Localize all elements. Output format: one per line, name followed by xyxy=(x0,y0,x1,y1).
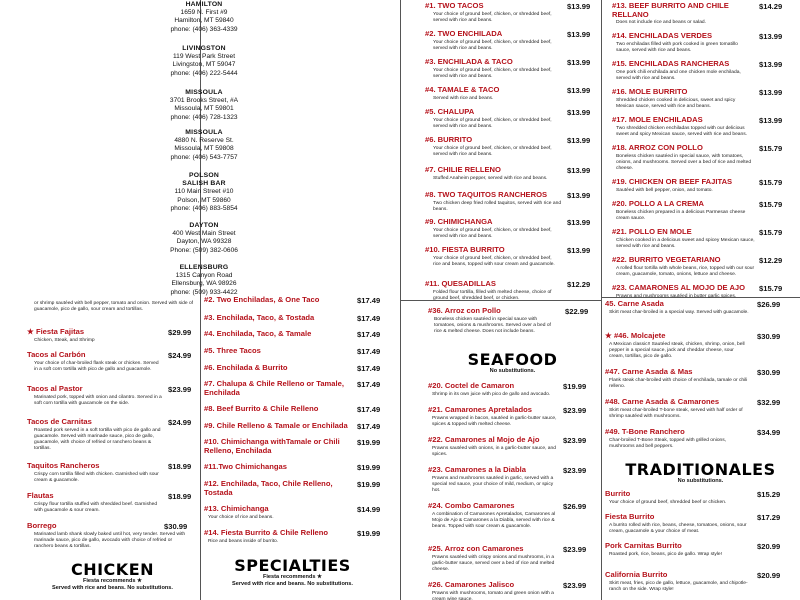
menu-item[interactable]: Flautas Crispy flour tortilla stuffed with shredded beef. Garnished with guacamole & sour cream. xyxy=(27,491,158,513)
menu-item[interactable]: #20. Coctel de Camaron Shrimp in its own juice with pico de gallo and avocado. xyxy=(428,381,551,397)
menu-item[interactable]: #7. CHILIE RELLENO Stuffed Anaheim pepper, served with rice and beans. xyxy=(425,165,548,181)
location-street: 1315 Canyon Road xyxy=(175,272,233,280)
menu-item[interactable]: #10. FIESTA BURRITO Your choice of ground beef, chicken, or shredded beef, rice and beans, topped with sour cream and guacamole. xyxy=(425,245,555,267)
chicken-title: CHICKEN xyxy=(70,560,155,579)
menu-price: $13.99 xyxy=(567,108,591,117)
location-name: ELLENSBURG xyxy=(179,264,229,271)
specialties-title: SPECIALTIES xyxy=(234,556,351,575)
menu-item[interactable]: #5. CHALUPA Your choice of ground beef, chicken, or shredded beef, served with rice and beans. xyxy=(425,107,552,129)
seafood-title: SEAFOOD xyxy=(467,350,558,369)
menu-item[interactable]: #36. Arroz con Pollo Boneless chicken sautéed in special sauce with tomatoes, onions & mushrooms. Served over a bed of rice & melted cheese. Does not include beans. xyxy=(428,306,551,334)
menu-item[interactable]: #18. ARROZ CON POLLO Boneless chicken sautéed in special sauce, with tomatoes, onions, and mushrooms. Served over a bed of rice and melted cheese. xyxy=(612,143,752,171)
menu-price: $17.49 xyxy=(357,296,381,305)
location-city: Polson, MT 59860 xyxy=(177,196,231,204)
menu-price: $23.99 xyxy=(563,581,587,590)
location-street: 3701 Brooks Street, #A xyxy=(169,97,239,105)
menu-price: $13.99 xyxy=(567,166,591,175)
location-name: POLSON SALISH BAR xyxy=(182,172,226,188)
menu-price: $17.49 xyxy=(357,364,381,373)
location-0 xyxy=(150,1,258,34)
menu-item[interactable]: #4. TAMALE & TACO Served with rice and beans. xyxy=(425,85,500,101)
traditionales-note: No substitutions. xyxy=(677,478,724,484)
menu-item[interactable]: Tacos al Carbón Your choice of char-broiled flank steak or chicken. Served in a soft corn tortilla with pico de gallo and guacamole. xyxy=(27,350,159,372)
menu-item[interactable]: #3. ENCHILADA & TACO Your choice of ground beef, chicken, or shredded beef, served with rice and beans. xyxy=(425,57,552,79)
menu-price: $17.29 xyxy=(757,513,781,522)
menu-price: $29.99 xyxy=(168,328,192,337)
menu-price: $19.99 xyxy=(357,463,381,472)
menu-item[interactable]: #9. Chile Relleno & Tamale or Enchilada xyxy=(204,421,348,430)
menu-price: $15.29 xyxy=(757,490,781,499)
menu-price: $23.99 xyxy=(563,436,587,445)
menu-price: $17.49 xyxy=(357,314,381,323)
menu-item[interactable]: #15. ENCHILADAS RANCHERAS One pork chili enchilada and one chicken mole enchilada, served with rice and beans. xyxy=(612,59,741,81)
location-phone[interactable]: phone: (406) 543-7757 xyxy=(170,153,238,161)
location-name: LIVINGSTON xyxy=(182,45,226,52)
menu-price: $13.99 xyxy=(759,32,783,41)
menu-price: $15.79 xyxy=(759,228,783,237)
location-name: MISSOULA xyxy=(185,129,223,136)
menu-price: $13.99 xyxy=(567,58,591,67)
menu-item[interactable]: #22. BURRITO VEGETARIANO A rolled flour tortilla with whole beans, rice, topped with our sour cream, guacamole, tomato, onions, lettuce and cheese. xyxy=(612,255,755,277)
divider-combos xyxy=(400,300,601,301)
location-street: 110 Main Street #10 xyxy=(174,188,234,196)
menu-price: $19.99 xyxy=(357,480,381,489)
menu-item[interactable]: #26. Camarones Jalisco Prawns with mushrooms, tomato and green onion with a cream wine sauce. xyxy=(428,581,554,600)
location-phone[interactable]: Phone: (509) 382-0606 xyxy=(170,246,238,254)
location-2 xyxy=(150,89,258,122)
location-name: DAYTON xyxy=(189,222,219,229)
location-city: Dayton, WA 99328 xyxy=(176,238,232,246)
menu-item[interactable]: #48. Carne Asada & Camarones Skirt meat char-broiled T-bone steak, served with half order of shrimp sautéed with mushrooms. xyxy=(605,397,743,419)
menu-price: $13.99 xyxy=(567,246,591,255)
location-phone[interactable]: phone: (406) 222-5444 xyxy=(170,69,238,77)
menu-price: $17.49 xyxy=(357,330,381,339)
menu-price: $13.99 xyxy=(567,136,591,145)
menu-item[interactable]: ★ Fiesta Fajitas Chicken, Steak, and Shrimp xyxy=(27,327,95,343)
location-street: 119 West Park Street xyxy=(172,53,236,61)
menu-item[interactable]: #3. Enchilada, Taco, & Tostada xyxy=(204,313,315,322)
menu-item[interactable]: #9. CHIMICHANGA Your choice of ground beef, chicken, or shredded beef, served with rice and beans. xyxy=(425,217,552,239)
menu-item[interactable]: #5. Three Tacos xyxy=(204,346,261,355)
location-6 xyxy=(150,264,258,297)
menu-item[interactable]: 45. Carne Asada Skirt meat char-broiled in a special way. Served with guacamole. xyxy=(605,299,749,315)
menu-item[interactable]: #23. Camarones a la Diabla Prawns and mushrooms sautéed in garlic, served with a special red sauce, your choice of mild, medium, or spicy hot. xyxy=(428,465,554,493)
menu-price: $22.99 xyxy=(565,307,589,316)
location-5 xyxy=(150,222,258,255)
menu-price: $18.99 xyxy=(168,462,192,471)
menu-item[interactable]: Fiesta Burrito A burrito rolled with rice, beans, cheese, tomatoes, onions, sour cream, guacamole & your choice of meat. xyxy=(605,512,747,534)
menu-price: $30.99 xyxy=(164,522,188,531)
specialties-note: Fiesta recommends ★ Served with rice and beans. No substitutions. xyxy=(232,574,353,587)
menu-price: $13.99 xyxy=(567,191,591,200)
menu-price: $23.99 xyxy=(563,406,587,415)
menu-item[interactable]: #10. Chimichanga withTamale or Chili Relleno, Enchilada xyxy=(204,437,340,455)
menu-price: $17.49 xyxy=(357,347,381,356)
menu-item[interactable]: #2. TWO ENCHILADA Your choice of ground beef, chicken, or shredded beef, served with rice and beans. xyxy=(425,29,552,51)
menu-item[interactable]: #8. TWO TAQUITOS RANCHEROS Two chicken deep fried rolled taquitos, served with rice and beans. xyxy=(425,190,562,212)
menu-price: $15.79 xyxy=(759,284,783,293)
location-city: Livingston, MT 59047 xyxy=(172,61,236,69)
menu-price: $13.99 xyxy=(759,88,783,97)
menu-item[interactable]: #23. CAMARONES AL MOJO DE AJO Prawns and mushrooms sautéed in butter garlic spices. xyxy=(612,283,746,299)
menu-price: $20.99 xyxy=(757,542,781,551)
divider-3 xyxy=(601,0,602,600)
menu-price: $32.99 xyxy=(757,398,781,407)
menu-price: $17.49 xyxy=(357,380,381,389)
menu-item[interactable]: #21. Camarones Apretalados Prawns wrapped in bacon, sautéed in garlic-butter sauce, spices & topped with melted cheese. xyxy=(428,405,557,427)
menu-price: $23.99 xyxy=(563,545,587,554)
location-3 xyxy=(150,129,258,162)
chicken-note: Fiesta recommends ★ Served with rice and beans. No substitutions. xyxy=(52,578,173,591)
location-street: 1659 N. First #9 xyxy=(180,9,228,17)
menu-price: $26.99 xyxy=(563,502,587,511)
star-icon: ★ xyxy=(605,331,612,340)
menu-price: $34.99 xyxy=(757,428,781,437)
menu-price: $13.99 xyxy=(567,30,591,39)
location-phone[interactable]: phone: (406) 363-4339 xyxy=(170,25,238,33)
menu-price: $13.99 xyxy=(567,218,591,227)
menu-price: $14.99 xyxy=(357,505,381,514)
location-city: Hamilton, MT 59840 xyxy=(174,17,234,25)
menu-price: $12.29 xyxy=(759,256,783,265)
menu-price: $14.29 xyxy=(759,2,783,11)
menu-price: $18.99 xyxy=(168,492,192,501)
menu-price: $30.99 xyxy=(757,332,781,341)
menu-price: $13.99 xyxy=(567,86,591,95)
menu-item[interactable]: Taquitos Rancheros Crispy corn tortilla filled with chicken. Garnished with sour cream & guacamole. xyxy=(27,461,159,483)
menu-item[interactable]: #20. POLLO A LA CREMA Boneless chicken prepared in a delicious Parmesan cheese cream sauce. xyxy=(612,199,746,221)
menu-item[interactable]: #7. Chalupa & Chile Relleno or Tamale, Enchilada xyxy=(204,379,344,397)
menu-item[interactable]: #25. Arroz con Camarones Prawns sautéed with crispy onions and mushrooms, in a garlic-butter sauce, served over a bed of rice and melted cheese. xyxy=(428,544,555,572)
menu-item[interactable]: Tacos al Pastor Marinated pork, topped with onion and cilantro. Served in a soft corn tortilla with guacamole on the side. xyxy=(27,384,162,406)
menu-item[interactable]: Tacos de Carnitas Roasted pork served in a soft tortilla with pico de gallo and guacamole. Served with marinade sauce, pico de gallo, guacamole, with choice of refried or ranchero beans & tortillas. xyxy=(27,417,161,451)
location-city: Missoula, MT 59801 xyxy=(174,105,234,113)
menu-item[interactable]: #11. QUESADILLAS Folded flour tortilla, filled with melted cheese, choice of ground beef, shredded beef, or chicken. xyxy=(425,280,552,300)
menu-price: $20.99 xyxy=(757,571,781,580)
location-name: HAMILTON xyxy=(185,1,223,8)
location-street: 4880 N. Reserve St. xyxy=(174,137,234,145)
location-phone[interactable]: phone: (509) 933-4422 xyxy=(170,288,238,296)
menu-item[interactable]: #13. Chimichanga Your choice of rice and beans. xyxy=(204,504,274,520)
seafood-note: No substitutions. xyxy=(489,368,536,374)
menu-price: $12.29 xyxy=(567,280,591,289)
menu-item[interactable]: Burrito Your choice of ground beef, shredded beef or chicken. xyxy=(605,489,727,505)
menu-item[interactable]: #22. Camarones al Mojo de Ajo Prawns sautéed with onions, in a garlic-butter sauce, and spices. xyxy=(428,435,556,457)
location-phone[interactable]: phone: (406) 728-1323 xyxy=(170,113,238,121)
menu-price: $30.99 xyxy=(757,368,781,377)
menu-price: $24.99 xyxy=(168,351,192,360)
menu-price: $23.99 xyxy=(563,466,587,475)
menu-item[interactable]: #13. BEEF BURRITO AND CHILE RELLANO Does not include rice and beans or salad. xyxy=(612,1,729,26)
location-name: MISSOULA xyxy=(185,89,223,96)
menu-price: $19.99 xyxy=(563,382,587,391)
menu-item[interactable]: #14. Fiesta Burrito & Chile Relleno Rice and beans inside of burrito. xyxy=(204,528,329,544)
menu-price: $15.79 xyxy=(759,144,783,153)
menu-item[interactable]: #11.Two Chimichangas xyxy=(204,462,287,471)
menu-price: $17.49 xyxy=(357,405,381,414)
menu-item[interactable]: #8. Beef Burrito & Chile Relleno xyxy=(204,404,319,413)
menu-item[interactable]: #16. MOLE BURRITO Shredded chicken cooked in delicious, sweet and spicy Mexican sauce, served with rice and beans. xyxy=(612,87,736,109)
menu-price: $15.79 xyxy=(759,200,783,209)
menu-price: $24.99 xyxy=(168,418,192,427)
menu-price: $19.99 xyxy=(357,438,381,447)
menu-price: $26.99 xyxy=(757,300,781,309)
location-street: 400 West Main Street xyxy=(172,230,236,238)
menu-item[interactable]: #1. TWO TACOS Your choice of ground beef, chicken, or shredded beef, served with rice and beans. xyxy=(425,1,552,23)
menu-item[interactable]: Pork Carnitas Burrito Roasted pork, rice, beans, pico de gallo. Wrap style! xyxy=(605,541,722,557)
menu-item[interactable]: Borrego Marinated lamb shank slowly baked until hot, very tender. Served with marinade sauce, pico de gallo, avocado with choice of refried or ranchero beans & tortillas. xyxy=(27,521,186,549)
traditionales-title: TRADITIONALES xyxy=(625,460,776,479)
menu-item[interactable]: #47. Carne Asada & Mas Flank steak char-broiled with choice of enchilada, tamale or chili relleno. xyxy=(605,367,748,389)
location-city: Missoula, MT 59808 xyxy=(174,145,234,153)
menu-price: $13.99 xyxy=(759,60,783,69)
menu-price: $19.99 xyxy=(357,529,381,538)
menu-price: $17.49 xyxy=(357,422,381,431)
menu-item[interactable]: #14. ENCHILADAS VERDES Two enchiladas filled with pork cooked in green tomatillo sauce, served with rice and beans. xyxy=(612,31,738,53)
menu-item[interactable]: #49. T-Bone Ranchero Char-broiled T-Bone Steak, topped with grilled onions, mushrooms and bell peppers. xyxy=(605,427,727,449)
location-4 xyxy=(150,172,258,213)
menu-item[interactable]: #4. Enchilada, Taco, & Tamale xyxy=(204,329,312,338)
location-city: Ellensburg, WA 98926 xyxy=(171,280,237,288)
menu-item[interactable]: #24. Combo Camarones A combination of Camarones Apretalados, Camarones al Mojo de Ajo & Camarones a la Diabla, served with rice & beans. Topped with sour cream & guacamole. xyxy=(428,501,556,529)
menu-item[interactable]: #6. BURRITO Your choice of ground beef, chicken, or shredded beef, served with rice and beans. xyxy=(425,135,552,157)
menu-price: $13.99 xyxy=(759,116,783,125)
menu-price: $13.99 xyxy=(567,2,591,11)
menu-item[interactable]: #2. Two Enchiladas, & One Taco xyxy=(204,295,320,304)
star-icon: ★ xyxy=(27,327,34,336)
location-phone[interactable]: phone: (406) 883-5854 xyxy=(170,204,238,212)
menu-price: $23.99 xyxy=(168,385,192,394)
menu-item[interactable]: #19. CHICKEN OR BEEF FAJITAS Sautéed with bell pepper, onion, and tomato. xyxy=(612,177,733,193)
menu-item[interactable]: #12. Enchilada, Taco, Chile Relleno, Tostada xyxy=(204,479,333,497)
menu-item[interactable]: California Burrito Skirt meat, fries, pico de gallo, lettuce, guacamole, and chipotle-ranch on the side. Wrap style! xyxy=(605,570,748,592)
menu-item[interactable]: #21. POLLO EN MOLE Chicken cooked in a delicious sweet and spicey Mexican sauce, served with rice and beans. xyxy=(612,227,755,249)
menu-item[interactable]: ★ #46. Molcajete A Mexican classic!! Sautéed steak, chicken, shrimp, onion, bell pepper in a special sauce, jack and cheddar cheese, sour cream, tortillas, pico de gallo. xyxy=(605,331,745,359)
menu-item[interactable]: #17. MOLE ENCHILADAS Two shredded chicken enchiladas topped with our delicious sweet and spicy Mexican sauce, served with rice and beans. xyxy=(612,115,748,137)
menu-item[interactable]: #6. Enchilada & Burrito xyxy=(204,363,288,372)
location-1 xyxy=(150,45,258,78)
chicken-top-desc: or shrimp sautéed with bell pepper, tomato and onion. Served with side of guacamole, pico de gallo, sour cream and tortillas. xyxy=(34,301,194,312)
menu-price: $15.79 xyxy=(759,178,783,187)
